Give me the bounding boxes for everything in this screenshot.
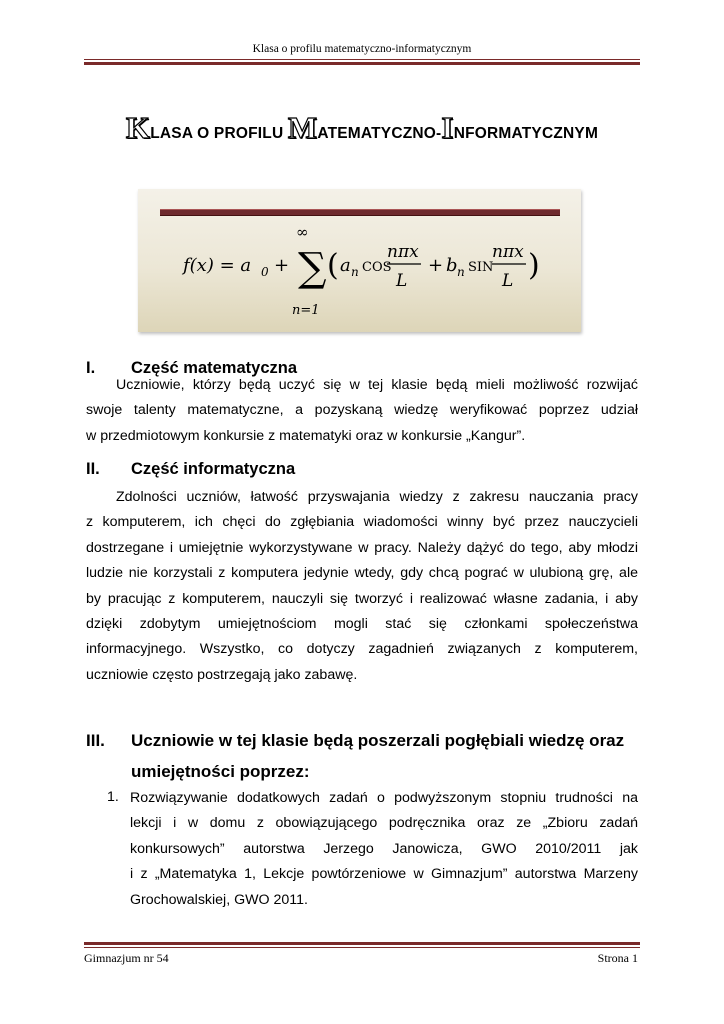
formula-cos: COS: [362, 260, 392, 275]
formula-decor-bar: [160, 209, 560, 216]
footer-page-number: Strona 1: [597, 951, 638, 965]
formula-sin-numerator: nπx: [492, 242, 524, 262]
document-title: KLASA O PROFILU MATEMATYCZNO-INFORMATYCZNYM: [125, 110, 599, 145]
formula-bn-sub: n: [457, 265, 465, 279]
formula-bn: b: [446, 255, 458, 276]
formula-lhs: f(x) = a: [183, 255, 252, 276]
formula-sin: SIN: [468, 260, 494, 275]
formula-paren-open: (: [327, 248, 339, 283]
section-1-paragraph: Uczniowie, którzy będą uczyć się w tej klasie będą mieli możliwość rozwijać swoje talenty matematyczne, a pozyskaną wiedzę weryfikować poprzez udział w przedmiotowym konkursie z matematyki oraz w konkursie „Kangur”.: [86, 377, 638, 444]
header-rule-thin: [84, 59, 640, 60]
formula-cos-numerator: nπx: [387, 242, 419, 262]
list-item-marker: 1.: [107, 789, 119, 805]
formula-sin-denominator: L: [502, 271, 514, 291]
formula-plus-2: +: [428, 255, 444, 276]
formula-an-sub: n: [351, 265, 359, 279]
footer-school: Gimnazjum nr 54: [84, 951, 169, 965]
formula-cos-denominator: L: [396, 271, 408, 291]
section-2-paragraph: Zdolności uczniów, łatwość przyswajania wiedzy z zakresu nauczania pracy z komputerem, ich chęci do zgłębiania wiadomości winny być przez nauczycieli dostrzegane i umiejętnie wykorzystywane w pracy. Należy dążyć do tego, aby młodzi ludzie nie korzystali z komputera jedynie wtedy, gdy chcą pograć w ulubioną grę, ale by pracując z komputerem, nauczyli się tworzyć i realizować własne zadania, i aby dzięki zdobytym umiejętnościom mogli stać się członkami społeczeństwa informacyjnego. Wszystko, co dotyczy zagadnień związanych z komputerem, uczniowie często postrzegają jako zabawę.: [86, 489, 638, 683]
formula-sum-lower: n=1: [292, 303, 320, 318]
formula-a0-sub: 0: [261, 265, 269, 279]
formula-an: a: [340, 255, 351, 276]
header-rule-thick: [84, 62, 640, 65]
fourier-formula: [138, 219, 581, 329]
running-header: Klasa o profilu matematyczno-informatycznym: [252, 43, 472, 55]
formula-sum-upper: ∞: [296, 223, 309, 241]
formula-paren-close: ): [528, 248, 540, 283]
footer-rule-thin: [84, 947, 640, 948]
formula-plus-1: +: [274, 255, 290, 276]
list-item: Rozwiązywanie dodatkowych zadań o podwyższonym stopniu trudności na lekcji i w domu z obowiązującego podręcznika oraz ze „Zbioru zadań konkursowych” autorstwa Jerzego Janowicza, GWO 2010/2011 jak i z „Matematyka 1, Lekcje powtórzeniowe w Gimnazjum” autorstwa Marzeny Grochowalskiej, GWO 2011.: [130, 790, 638, 908]
fourier-formula-box: [138, 189, 581, 332]
formula-sigma: ∑: [298, 245, 327, 291]
footer-rule-thick: [84, 942, 640, 945]
